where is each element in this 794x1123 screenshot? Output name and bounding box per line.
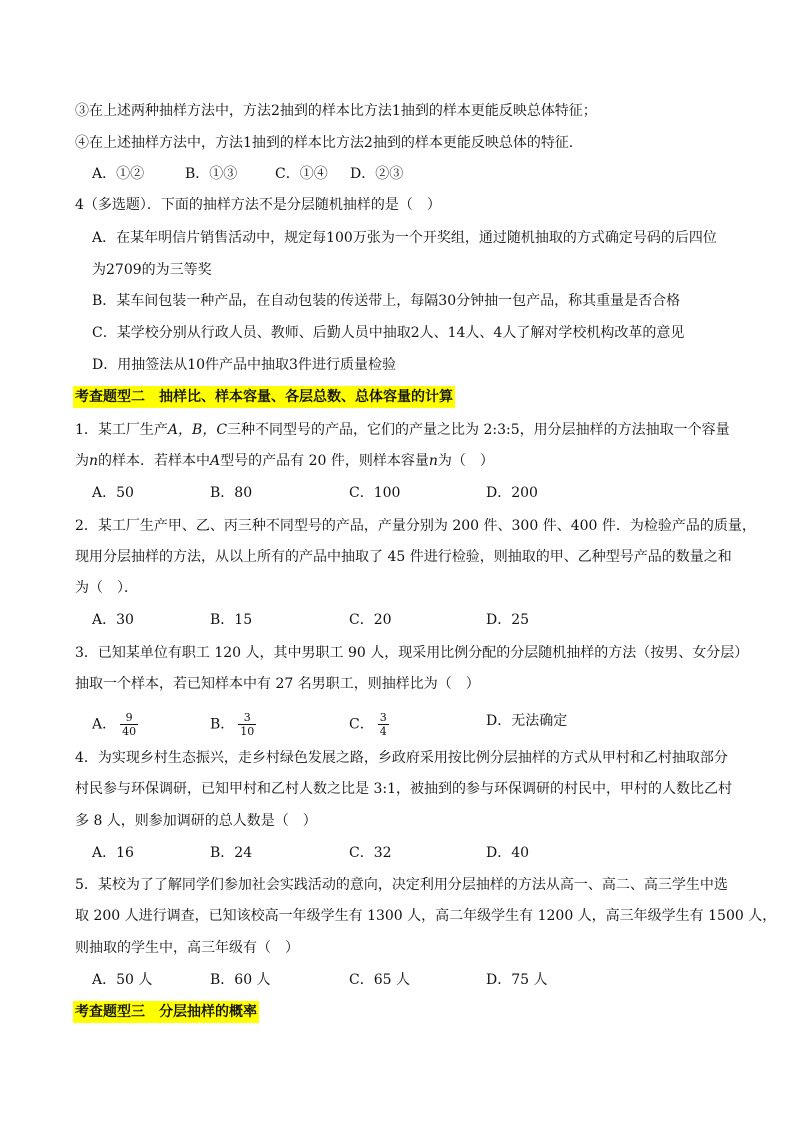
q4-option-a-line2: 为2709的为三等奖 [92,262,212,278]
option-b: B．①③ [185,166,238,182]
q4-option-a-line1: A．在某年明信片销售活动中，规定每100万张为一个开奖组，通过随机抽取的方式确定号码的后四位 [92,230,717,246]
option-a: A．30 [92,612,134,628]
s2-q1-text-b: 三种不同型号的产品，它们的产量之比为 2:3:5，用分层抽样的方法抽取一个容量 [227,422,730,438]
numerator: 3 [379,711,387,724]
option-b: B．15 [210,612,253,628]
s2-q1-options [92,483,652,503]
option-b: B．24 [210,845,253,861]
prev-options [92,164,712,184]
s2-q5-line3: 则抽取的学生中，高三年级有（ ） [75,940,299,956]
option-c: C．100 [349,485,401,501]
option-d: D．200 [486,485,538,501]
s2-q1-text-c: 为 [75,453,89,469]
q4-option-c: C．某学校分别从行政人员、教师、后勤人员中抽取2人、14人、4人了解对学校机构改革的意见 [92,325,685,341]
s2-q2-line3: 为（ ）． [75,580,138,596]
s2-q4-options [92,843,652,863]
option-a [92,711,138,738]
s2-q3-options [92,704,652,738]
option-c: C．65 人 [349,972,410,988]
option-d: D．②③ [350,166,404,182]
denominator: 10 [240,725,255,738]
s2-q5-line1: 5．某校为了了解同学们参加社会实践活动的意向，决定利用分层抽样的方法从高一、高二、高三学生中选 [75,877,728,893]
s2-q3-line2: 抽取一个样本，若已知样本中有 27 名男职工，则抽样比为（ ） [75,676,480,692]
s2-q1-line2 [75,451,494,471]
option-a: A．50 人 [92,972,153,988]
option-d: D．40 [486,845,530,861]
option-c [349,711,389,738]
option-a: A．①② [92,166,145,182]
option-b [210,711,256,738]
option-d: D．无法确定 [486,713,568,729]
denominator: 4 [379,725,387,738]
option-d: D．75 人 [486,972,548,988]
s2-q4-line1: 4．为实现乡村生态振兴，走乡村绿色发展之路，乡政府采用按比例分层抽样的方式从甲村和乙村抽取部分 [75,750,728,766]
s2-q2-line2: 现用分层抽样的方法，从以上所有的产品中抽取了 45 件进行检验，则抽取的甲、乙种型号产品的数量之和 [75,549,732,565]
statement-3: ③在上述两种抽样方法中，方法2抽到的样本比方法1抽到的样本更能反映总体特征； [75,103,597,119]
s2-q1-text-a: 1．某工厂生产 [75,422,168,438]
option-c: C．32 [349,845,392,861]
option-c: C．20 [349,612,392,628]
s2-q1-text-f: 为（ ） [437,453,494,469]
section-heading-3: 考查题型三 分层抽样的概率 [73,1001,259,1023]
numerator: 3 [238,711,256,725]
option-a: A．16 [92,845,134,861]
q4-stem: 4（多选题）．下面的抽样方法不是分层随机抽样的是（ ） [75,197,441,213]
s2-q1-var-n2: n [428,453,438,469]
s2-q2-options [92,610,652,630]
option-b-label: B． [210,716,235,733]
s2-q5-line2: 取 200 人进行调查，已知该校高一年级学生有 1300 人，高二年级学生有 1200 人，高三年级学生有 1500 人， [75,908,777,924]
s2-q1-line1 [75,420,730,440]
s2-q1-text-e: 型号的产品有 20 件，则样本容量 [220,453,429,469]
s2-q4-line2: 村民参与环保调研，已知甲村和乙村人数之比是 3:1，被抽到的参与环保调研的村民中，甲村的人数比乙村 [75,781,732,797]
s2-q2-line1: 2．某工厂生产甲、乙、丙三种不同型号的产品，产量分别为 200 件、300 件、400 件．为检验产品的质量， [75,518,756,534]
fraction-9-40 [120,711,138,738]
option-d: D．25 [486,612,530,628]
option-b: B．60 人 [210,972,271,988]
s2-q1-var-a: A [210,453,221,469]
q4-option-d: D．用抽签法从10件产品中抽取3件进行质量检验 [92,357,396,373]
option-b: B．80 [210,485,253,501]
fraction-3-10 [238,711,256,738]
fraction-3-4 [378,711,389,738]
numerator: 9 [120,711,138,725]
option-c-label: C． [349,716,374,733]
option-a-label: A． [92,716,117,733]
s2-q3-line1: 3．已知某单位有职工 120 人，其中男职工 90 人，现采用比例分配的分层随机抽样的方法（按男、女分层） [75,645,749,661]
s2-q4-line3: 多 8 人，则参加调研的总人数是（ ） [75,813,317,829]
s2-q1-var-n: n [89,453,99,469]
s2-q1-vars: A，B，C [167,422,228,438]
s2-q1-text-d: 的样本．若样本中 [98,453,211,469]
q4-option-b: B．某车间包装一种产品，在自动包装的传送带上，每隔30分钟抽一包产品，称其重量是否合格 [92,293,681,309]
section-heading-2: 考查题型二 抽样比、样本容量、各层总数、总体容量的计算 [73,386,455,408]
option-c: C．①④ [275,166,328,182]
s2-q5-options [92,970,652,990]
statement-4: ④在上述抽样方法中，方法1抽到的样本比方法2抽到的样本更能反映总体的特征． [75,135,583,151]
denominator: 40 [122,725,137,738]
option-a: A．50 [92,485,134,501]
